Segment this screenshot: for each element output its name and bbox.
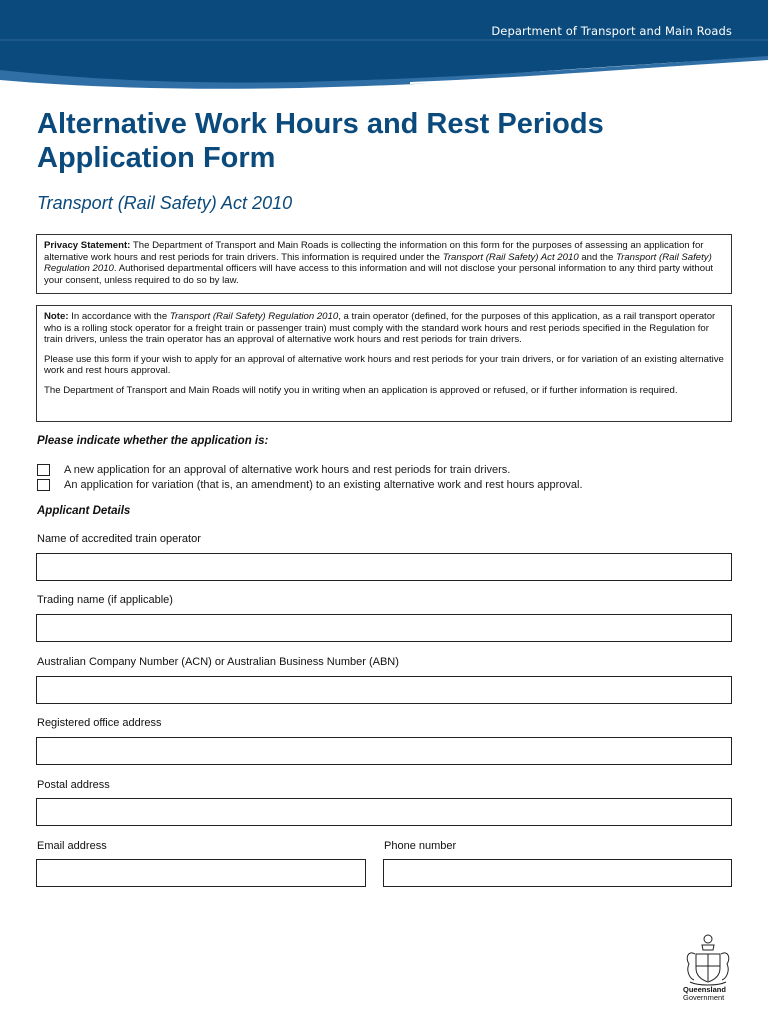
privacy-regulation-name: Transport (Rail Safety) Regulation 2010 xyxy=(44,251,712,275)
note-para-2: Please use this form if your wish to apply for an approval of alternative work hours and rest periods for your train drivers, or for variation of an existing alternative work and rest hours approval. xyxy=(44,353,724,377)
note-text-part1: In accordance with the xyxy=(68,311,170,322)
operator-name-field[interactable] xyxy=(36,553,732,581)
phone-field[interactable] xyxy=(383,859,732,887)
privacy-label: Privacy Statement: xyxy=(44,240,131,251)
header-banner xyxy=(0,0,768,92)
option-new-application[interactable] xyxy=(37,463,510,477)
office-address-field[interactable] xyxy=(36,737,732,765)
privacy-text-part2: and the xyxy=(578,251,616,263)
note-regulation-name: Transport (Rail Safety) Regulation 2010 xyxy=(169,311,339,322)
acn-abn-label: Australian Company Number (ACN) or Australian Business Number (ABN) xyxy=(37,656,399,668)
note-label: Note: xyxy=(44,311,69,322)
queensland-government-logo xyxy=(683,986,726,1002)
trading-name-field[interactable] xyxy=(36,614,732,642)
note-para-1 xyxy=(44,311,724,346)
application-type-question: Please indicate whether the application is: xyxy=(37,435,269,447)
privacy-text-part1: The Department of Transport and Main Roads is collecting the information on this form for the purposes of assessing an application for alternative work hours and rest periods for train drivers. This information is required under the xyxy=(44,240,704,263)
variation-application-checkbox[interactable] xyxy=(37,479,50,491)
logo-line-1: Queensland xyxy=(683,985,726,994)
trading-name-label: Trading name (if applicable) xyxy=(37,594,173,606)
option-new-application-label: A new application for an approval of alternative work hours and rest periods for train drivers. xyxy=(64,464,511,476)
page-title xyxy=(37,107,737,175)
acn-abn-field[interactable] xyxy=(36,676,732,704)
note-box xyxy=(36,305,732,422)
phone-label: Phone number xyxy=(384,840,457,852)
office-address-label: Registered office address xyxy=(37,717,162,729)
privacy-act-name: Transport (Rail Safety) Act 2010 xyxy=(442,251,579,263)
operator-name-label: Name of accredited train operator xyxy=(37,533,201,545)
department-name: Department of Transport and Main Roads xyxy=(491,24,732,38)
new-application-checkbox[interactable] xyxy=(37,464,50,476)
page-subtitle: Transport (Rail Safety) Act 2010 xyxy=(37,193,293,213)
privacy-text-part3: . Authorised departmental officers will have access to this information and will not disclose your personal information to any third party without your consent, unless required to do so by law. xyxy=(44,263,714,286)
option-variation-application-label: An application for variation (that is, an amendment) to an existing alternative work and rest hours approval. xyxy=(64,479,583,491)
privacy-statement-box xyxy=(36,234,732,294)
title-line-1: Alternative Work Hours and Rest Periods xyxy=(37,108,604,140)
note-para-3: The Department of Transport and Main Roads will notify you in writing when an application is approved or refused, or if further information is required. xyxy=(44,384,678,396)
header-wave-graphic xyxy=(0,0,768,92)
note-text-part2: , a train operator (defined, for the purposes of this application, as a rail transport operator who is a rolling stock operator for a freight train or passenger train) must comply with the standard work hours and rest periods specified in the Regulation for train drivers, unless the train operator has an approval of alternative work hours and rest periods for train drivers. xyxy=(44,311,716,346)
applicant-details-heading: Applicant Details xyxy=(37,505,131,517)
title-line-2: Application Form xyxy=(37,142,276,174)
postal-address-field[interactable] xyxy=(36,798,732,826)
privacy-statement-text xyxy=(44,240,724,286)
email-label: Email address xyxy=(37,840,107,852)
option-variation-application[interactable] xyxy=(37,478,583,492)
email-field[interactable] xyxy=(36,859,366,887)
logo-line-2: Government xyxy=(683,993,725,1002)
postal-address-label: Postal address xyxy=(37,779,110,791)
